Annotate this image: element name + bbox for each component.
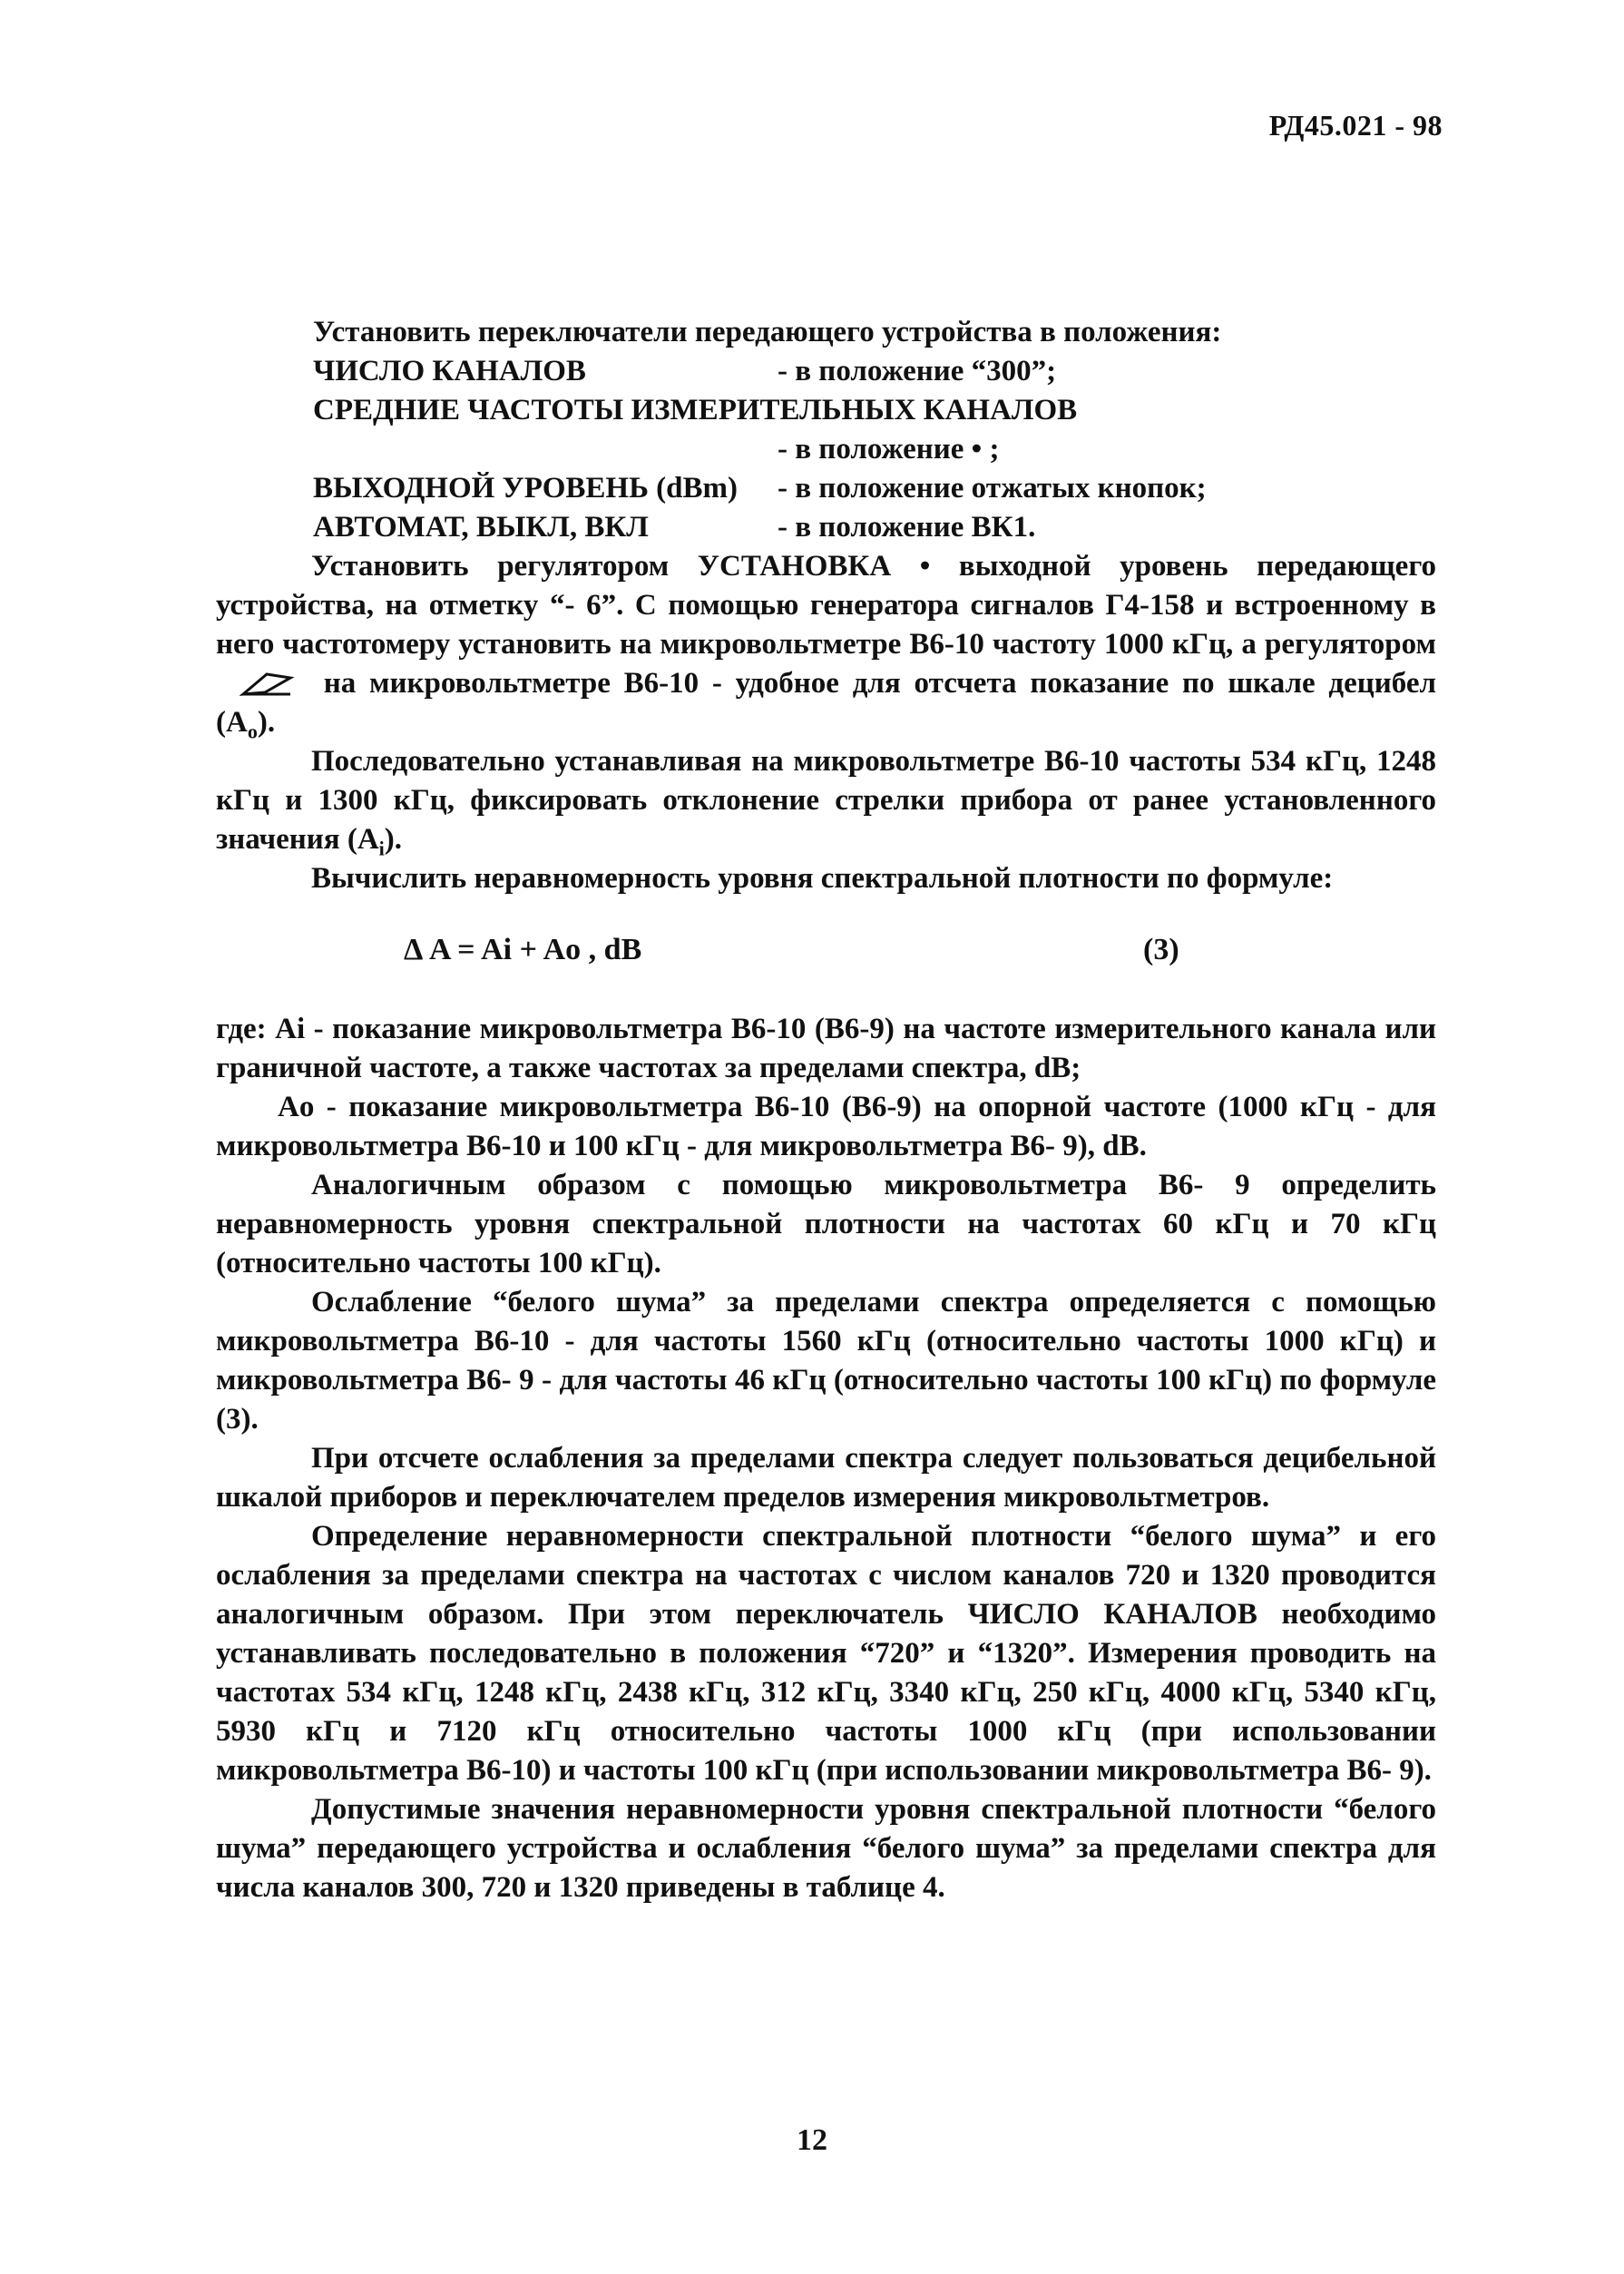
paragraph: При отсчете ослабления за пределами спектра следует пользоваться децибельной шкалой приборов и переключателем пределов измерения микровольтметров. <box>216 1442 1436 1514</box>
adjust-knob-icon <box>240 671 294 698</box>
setting-row <box>313 469 1438 508</box>
formula <box>404 933 1220 967</box>
setting-value: - в положение ВК1. <box>778 511 1036 544</box>
setting-name: АВТОМАТ, ВЫКЛ, ВКЛ <box>313 511 649 544</box>
setting-row <box>313 352 1438 391</box>
setting-name <box>313 430 778 469</box>
formula-number: (3) <box>1143 933 1179 966</box>
paragraph-setup <box>216 547 1436 898</box>
setting-value: - в положение • ; <box>778 433 1000 466</box>
setting-value: - в положение “300”; <box>778 355 1057 387</box>
setting-value: - в положение отжатых кнопок; <box>778 472 1207 505</box>
setting-row <box>313 508 1438 547</box>
setting-name: ЧИСЛО КАНАЛОВ <box>313 355 586 387</box>
paragraph: Установить регулятором УСТАНОВКА • выходной уровень передающего устройства, на отметку “- 6”. С помощью генератора сигналов Г4-158 и встроенному в него частотомеру установить на микровольтметре В6-10 частоту 1000 кГц, а регулятором на микровольтметре В6-10 - удобное для отсчета показание по шкале децибел $(A_o)$. <box>216 550 1437 743</box>
settings-list <box>313 352 1438 547</box>
setting-value <box>1077 391 1438 430</box>
settings-intro: Установить переключатели передающего устройства в положения: <box>313 316 1222 348</box>
paragraph: Последовательно устанавливая на микровольтметре В6-10 частоты 534 кГц, 1248 кГц и 1300 кГц, фиксировать отклонение стрелки прибора от ранее установленного значения $(A_i)$. <box>216 745 1436 860</box>
paragraph: Определение неравномерности спектральной плотности “белого шума” и его ослабления за пределами спектра на частотах с числом каналов 720 и 1320 проводится аналогичным образом. При этом переключатель ЧИСЛО КАНАЛОВ необходимо устанавливать последовательно в положения “720” и “1320”. Измерения проводить на частотах 534 кГц, 1248 кГц, 2438 кГц, 312 кГц, 3340 кГц, 250 кГц, 4000 кГц, 5340 кГц, 5930 кГц и 7120 кГц относительно частоты 1000 кГц (при использовании микровольтметра В6-10) и частоты 100 кГц (при использовании микровольтметра В6- 9). <box>216 1520 1436 1787</box>
paragraph-where-ai: где: Ai - показание микровольтметра В6-10 (В6-9) на частоте измерительного канала или граничной частоте, а также частотах за пределами спектра, dB; <box>216 1013 1436 1084</box>
paragraph: Ослабление “белого шума” за пределами спектра определяется с помощью микровольтметра В6-10 - для частоты 1560 кГц (относительно частоты 1000 кГц) и микровольтметра В6- 9 - для частоты 46 кГц (относительно частоты 100 кГц) по формуле (3). <box>216 1286 1436 1436</box>
paragraph-where-ao: Ao - показание микровольтметра В6-10 (В6-9) на опорной частоте (1000 кГц - для микровольтметра В6-10 и 100 кГц - для микровольтметра В6- 9), dB. <box>216 1091 1436 1162</box>
setting-row <box>313 430 1438 469</box>
paragraph: Аналогичным образом с помощью микровольтметра В6- 9 определить неравномерность уровня спектральной плотности на частотах 60 кГц и 70 кГц (относительно частоты 100 кГц). <box>216 1169 1436 1279</box>
paragraph: Вычислить неравномерность уровня спектральной плотности по формуле: <box>311 862 1334 895</box>
setting-row <box>313 391 1438 430</box>
formula-expression: Δ A = Ai + Ao , dB <box>404 933 642 966</box>
setting-name: СРЕДНИЕ ЧАСТОТЫ ИЗМЕРИТЕЛЬНЫХ КАНАЛОВ <box>313 394 1078 426</box>
page-number: 12 <box>797 2123 827 2157</box>
paragraph: Допустимые значения неравномерности уровня спектральной плотности “белого шума” передающего устройства и ослабления “белого шума” за пределами спектра для числа каналов 300, 720 и 1320 приведены в таблице 4. <box>216 1793 1436 1904</box>
setting-name: ВЫХОДНОЙ УРОВЕНЬ (dBm) <box>313 472 738 505</box>
paragraph-body <box>216 1010 1436 1907</box>
document-code: РД45.021 - 98 <box>1268 109 1443 142</box>
